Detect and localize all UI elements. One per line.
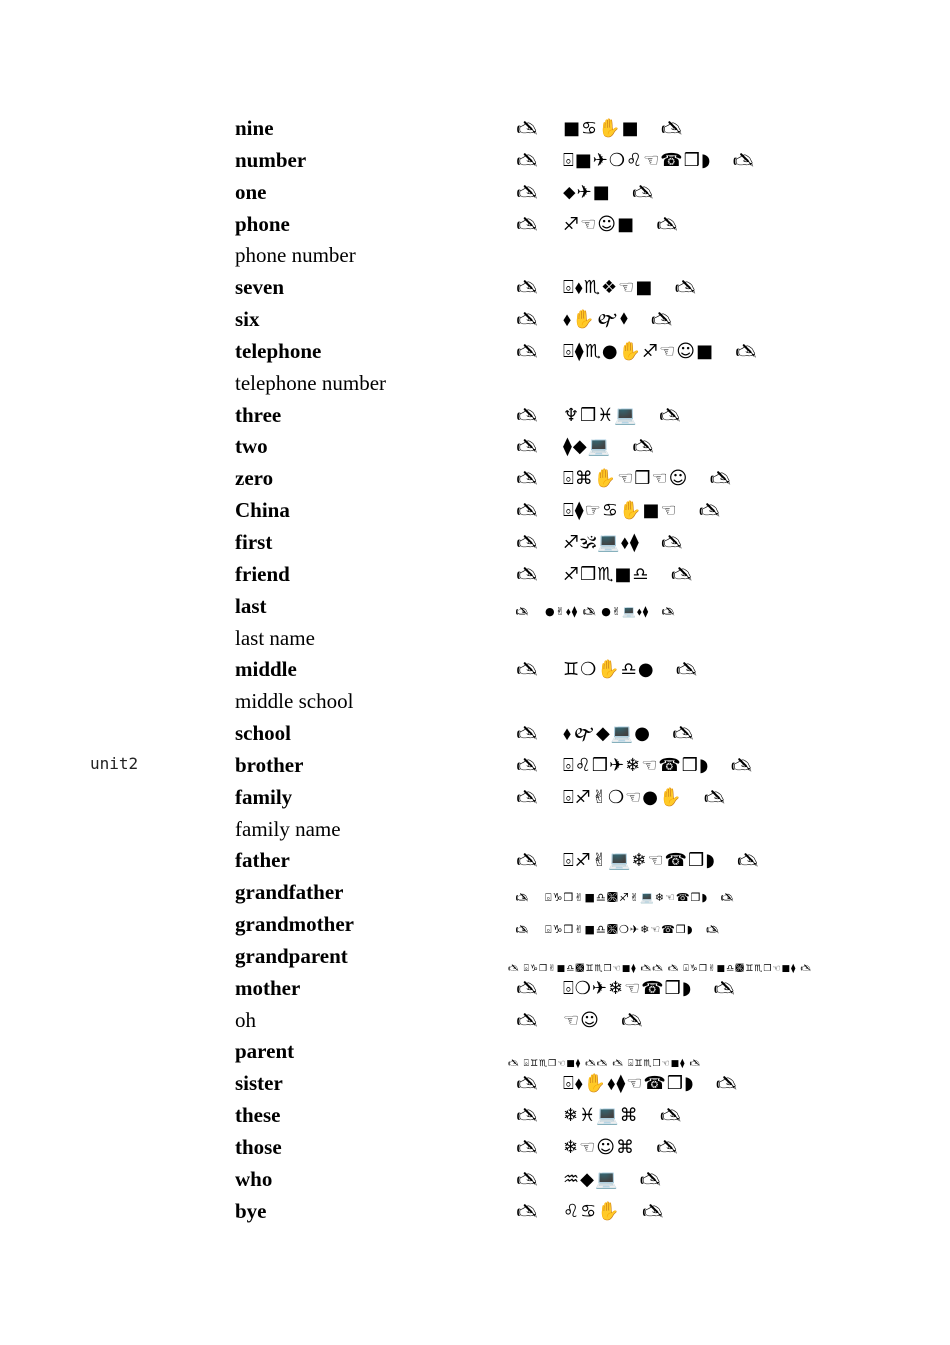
hand-pointer-icon: 🖎 (641, 1200, 664, 1222)
vocab-word: family (235, 784, 293, 809)
vocab-phonetic (513, 920, 722, 940)
hand-pointer-icon: 🖎 (659, 404, 681, 426)
vocabulary-list (0, 112, 950, 1227)
hand-pointer-icon: 🖎 (720, 891, 734, 905)
hand-pointer-icon: 🖎 (732, 149, 755, 171)
vocab-word: grandmother (235, 912, 354, 937)
vocab-row (0, 526, 950, 558)
phonetic-symbols: ♒◆💻 (563, 1168, 619, 1190)
hand-pointer-icon: 🖎 (516, 1200, 538, 1222)
phonetic-symbols: ♌♋✋ (563, 1200, 621, 1222)
hand-pointer-icon: 🖎 (705, 923, 720, 937)
vocab-row (0, 462, 950, 494)
vocab-word: father (235, 848, 290, 873)
vocab-row (0, 876, 950, 908)
phonetic-symbols: ⌻❍✈❄☜☎❒◗ (563, 977, 693, 999)
vocab-word: first (235, 529, 273, 554)
vocab-extra-phonetic: 🖎 ⌻♑❒✌■♎🙫♊♏❒☜■⧫ 🖎🖎 🖎 ⌻♑❒✌■♎🙫♊♏❒☜■⧫ 🖎 (508, 963, 813, 974)
vocab-phonetic (513, 788, 728, 808)
vocab-row (0, 494, 950, 526)
hand-pointer-icon: 🖎 (674, 277, 697, 299)
vocab-row (0, 1004, 950, 1036)
vocab-row (0, 399, 950, 431)
phonetic-symbols: ❄♓💻⌘ (563, 1105, 639, 1127)
phonetic-symbols: ⌻♑❒✌■♎🙫♐✌💻❄☜☎❒◗ (545, 891, 709, 905)
hand-pointer-icon: 🖎 (736, 850, 759, 872)
hand-pointer-icon: 🖎 (516, 723, 538, 745)
vocab-word: oh (235, 1007, 256, 1032)
vocab-row (0, 271, 950, 303)
vocab-word: family name (235, 816, 341, 841)
vocab-row (0, 1099, 950, 1131)
phonetic-symbols: ■♋✋■ (563, 118, 640, 139)
vocab-row (0, 653, 950, 685)
phonetic-symbols: ⬧🙰◆💻● (563, 723, 651, 745)
hand-pointer-icon: 🖎 (656, 1137, 678, 1158)
vocab-phonetic (513, 602, 677, 622)
hand-pointer-icon: 🖎 (515, 923, 529, 937)
hand-pointer-icon: 🖎 (659, 1105, 682, 1127)
phonetic-symbols: ⌻⧫♏●✋♐☜☺■ (563, 340, 714, 362)
vocab-word: school (235, 721, 292, 746)
vocab-phonetic (513, 1011, 646, 1031)
hand-pointer-icon: 🖎 (516, 340, 538, 362)
hand-pointer-icon: 🖎 (516, 659, 538, 681)
hand-pointer-icon: 🖎 (715, 1073, 738, 1095)
vocab-word: seven (235, 275, 284, 300)
vocab-word: China (235, 498, 290, 523)
vocab-phonetic (513, 215, 681, 235)
hand-pointer-icon: 🖎 (703, 786, 726, 808)
hand-pointer-icon: 🖎 (730, 754, 753, 776)
vocab-phonetic (513, 1106, 685, 1126)
vocab-phonetic (513, 565, 696, 585)
vocab-word: telephone (235, 338, 322, 363)
vocab-word: grandparent (235, 943, 348, 968)
vocab-word: phone number (235, 243, 356, 268)
hand-pointer-icon: 🖎 (661, 604, 675, 618)
vocab-word: these (235, 1103, 281, 1128)
vocab-row (0, 176, 950, 208)
vocab-row (0, 1035, 950, 1070)
vocab-phonetic (513, 1202, 667, 1222)
vocab-phonetic (513, 724, 697, 744)
phonetic-symbols: ♐🕉💻⬧⧫ (563, 531, 640, 553)
hand-pointer-icon: 🖎 (516, 1137, 538, 1158)
vocab-row (0, 749, 950, 781)
vocab-phonetic (513, 501, 724, 521)
hand-pointer-icon: 🖎 (516, 404, 538, 426)
vocab-row (0, 813, 950, 845)
phonetic-symbols: ❄☜☺⌘ (563, 1137, 635, 1158)
vocab-row (0, 908, 950, 940)
hand-pointer-icon: 🖎 (516, 436, 538, 458)
vocab-word: last name (235, 625, 315, 650)
vocab-row (0, 844, 950, 876)
unit-label: unit2 (90, 754, 139, 773)
hand-pointer-icon: 🖎 (516, 118, 538, 139)
hand-pointer-icon: 🖎 (516, 309, 538, 331)
hand-pointer-icon: 🖎 (516, 181, 538, 203)
hand-pointer-icon: 🖎 (516, 1168, 538, 1190)
vocab-word: grandfather (235, 880, 344, 905)
hand-pointer-icon: 🖎 (516, 468, 538, 490)
hand-pointer-icon: 🖎 (675, 659, 698, 681)
vocab-row (0, 558, 950, 590)
phonetic-symbols: ⌻⬧✋⬧⧫☜☎❒◗ (563, 1073, 695, 1095)
vocab-word: who (235, 1166, 273, 1191)
vocab-row (0, 1131, 950, 1163)
phonetic-symbols: ♐❒♏■♎ (563, 563, 650, 585)
hand-pointer-icon: 🖎 (656, 213, 678, 235)
vocab-word: sister (235, 1071, 283, 1096)
phonetic-symbols: ☜☺ (563, 1009, 600, 1031)
vocab-row (0, 367, 950, 399)
vocab-phonetic (513, 660, 701, 680)
vocab-phonetic (513, 310, 676, 330)
hand-pointer-icon: 🖎 (735, 340, 757, 362)
vocab-phonetic (513, 469, 734, 489)
phonetic-symbols: ⌻♐✌❍☜●✋ (563, 786, 683, 808)
vocab-word: telephone number (235, 370, 387, 395)
hand-pointer-icon: 🖎 (639, 1168, 662, 1190)
vocab-phonetic (513, 342, 760, 362)
hand-pointer-icon: 🖎 (670, 563, 693, 585)
vocab-row (0, 112, 950, 144)
vocab-phonetic (513, 888, 736, 908)
vocab-row (0, 590, 950, 622)
hand-pointer-icon: 🖎 (516, 563, 538, 585)
hand-pointer-icon: 🖎 (660, 118, 683, 139)
hand-pointer-icon: 🖎 (516, 977, 538, 999)
phonetic-symbols: ♊❍✋♎● (563, 659, 655, 681)
vocab-word: last (235, 593, 267, 618)
vocab-word: middle (235, 657, 297, 682)
vocab-word: three (235, 402, 282, 427)
vocab-row (0, 239, 950, 271)
vocab-row (0, 144, 950, 176)
vocab-phonetic (513, 437, 657, 457)
phonetic-symbols: ⬥✈■ (563, 181, 611, 203)
hand-pointer-icon: 🖎 (621, 1009, 643, 1031)
phonetic-symbols: ⌻⧫☞♋✋■☜ (563, 500, 678, 522)
vocab-phonetic (513, 183, 657, 203)
hand-pointer-icon: 🖎 (650, 309, 673, 331)
vocab-word: one (235, 179, 267, 204)
hand-pointer-icon: 🖎 (516, 213, 538, 235)
phonetic-symbols: ⌻⌘✋☜❒☜☺ (563, 468, 689, 490)
vocab-word: nine (235, 116, 274, 140)
vocab-word: parent (235, 1039, 295, 1064)
phonetic-symbols: ⌻♑❒✌■♎🙫❍✈❄☜☎❒◗ (545, 923, 694, 937)
vocab-row (0, 335, 950, 367)
vocab-word: two (235, 434, 268, 459)
vocab-word: number (235, 147, 307, 172)
hand-pointer-icon: 🖎 (516, 850, 538, 872)
hand-pointer-icon: 🖎 (631, 181, 654, 203)
vocab-row (0, 1059, 950, 1099)
phonetic-symbols: ●✌⬧⧫ 🖎 ●✌💻⬧⧫ (545, 604, 650, 618)
vocab-row (0, 963, 950, 1004)
hand-pointer-icon: 🖎 (516, 786, 538, 808)
vocab-phonetic (513, 533, 686, 553)
vocab-phonetic (513, 119, 686, 139)
phonetic-symbols: ⌻♌❒✈❄☜☎❒◗ (563, 754, 710, 776)
vocab-row (0, 622, 950, 654)
hand-pointer-icon: 🖎 (516, 149, 538, 171)
hand-pointer-icon: 🖎 (516, 277, 538, 299)
phonetic-symbols: ♆❒♓💻 (563, 404, 638, 426)
hand-pointer-icon: 🖎 (672, 723, 694, 745)
vocab-row (0, 717, 950, 749)
vocab-row (0, 430, 950, 462)
vocab-word: those (235, 1135, 282, 1159)
hand-pointer-icon: 🖎 (709, 468, 732, 490)
vocab-word: zero (235, 466, 274, 491)
vocab-row (0, 781, 950, 813)
vocab-phonetic (513, 278, 699, 298)
hand-pointer-icon: 🖎 (698, 500, 721, 522)
vocab-phonetic (513, 151, 757, 171)
vocab-word: brother (235, 752, 304, 777)
hand-pointer-icon: 🖎 (516, 754, 538, 776)
vocab-phonetic (513, 1170, 664, 1190)
vocab-word: middle school (235, 689, 354, 714)
hand-pointer-icon: 🖎 (516, 500, 538, 522)
hand-pointer-icon: 🖎 (515, 604, 529, 618)
vocab-word: phone (235, 211, 290, 236)
vocab-row (0, 1163, 950, 1195)
vocab-extra-phonetic: 🖎 ⌻♊♏❒☜■⧫ 🖎🖎 🖎 ⌻♊♏❒☜■⧫ 🖎 (508, 1059, 702, 1070)
vocab-word: six (235, 307, 260, 332)
vocab-word: mother (235, 975, 301, 1000)
vocab-row (0, 1195, 950, 1227)
vocab-word: friend (235, 561, 290, 586)
vocab-phonetic (513, 851, 762, 871)
phonetic-symbols: ⌻⬧♏❖☜■ (563, 277, 654, 299)
vocab-phonetic (513, 756, 755, 776)
hand-pointer-icon: 🖎 (661, 531, 683, 553)
hand-pointer-icon: 🖎 (516, 531, 538, 553)
vocab-row (0, 208, 950, 240)
vocab-row (0, 685, 950, 717)
hand-pointer-icon: 🖎 (632, 436, 654, 458)
hand-pointer-icon: 🖎 (515, 891, 529, 905)
vocab-phonetic (513, 1138, 681, 1158)
hand-pointer-icon: 🖎 (713, 977, 736, 999)
vocab-phonetic (513, 1074, 740, 1094)
phonetic-symbols: ⬧✋🙰⬧ (563, 309, 630, 331)
hand-pointer-icon: 🖎 (516, 1105, 538, 1127)
phonetic-symbols: ⧫◆💻 (563, 436, 612, 458)
phonetic-symbols: ⌻■✈❍♌☜☎❒◗ (563, 149, 712, 171)
vocab-word: bye (235, 1198, 267, 1223)
hand-pointer-icon: 🖎 (516, 1009, 538, 1031)
hand-pointer-icon: 🖎 (516, 1073, 538, 1095)
vocab-row (0, 303, 950, 335)
phonetic-symbols: ⌻♐✌💻❄☜☎❒◗ (563, 850, 716, 872)
vocab-phonetic (513, 406, 684, 426)
phonetic-symbols: ♐☜☺■ (563, 213, 636, 235)
vocab-phonetic (513, 979, 738, 999)
